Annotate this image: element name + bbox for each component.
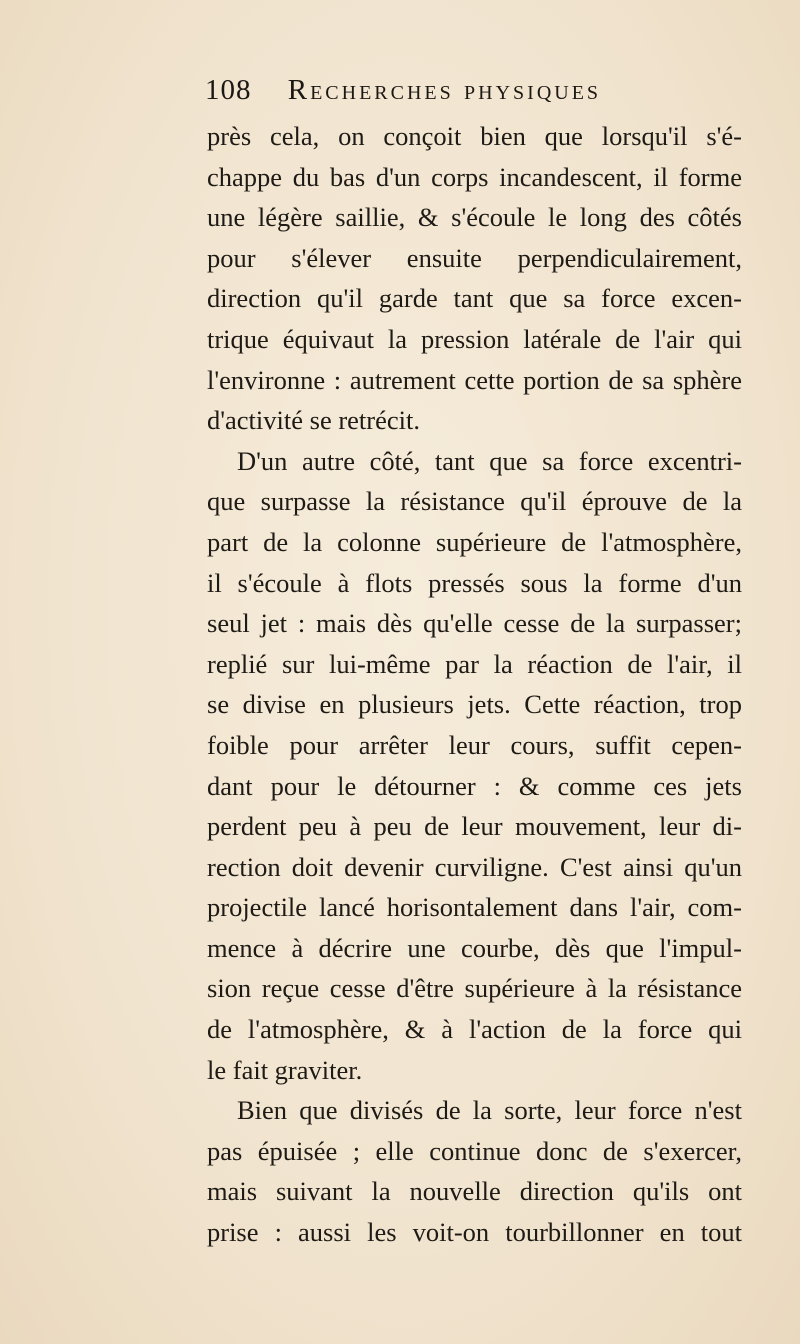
text-line: pour s'élever ensuite perpendiculairement, [207, 242, 742, 273]
text-line: mence à décrire une courbe, dès que l'impul- [207, 932, 742, 963]
page-number: 108 [205, 74, 252, 106]
text-line: trique équivaut la pression latérale de l'air qui [207, 323, 742, 354]
text-line: D'un autre côté, tant que sa force excentri- [237, 445, 742, 476]
text-line: une légère saillie, & s'écoule le long des côtés [207, 202, 742, 233]
text-line: replié sur lui-même par la réaction de l'air, il [207, 648, 742, 679]
text-line: prise : aussi les voit-on tourbillonner en tout [207, 1217, 742, 1248]
text-line: seul jet : mais dès qu'elle cesse de la surpasser; [207, 608, 742, 639]
running-header [205, 74, 625, 114]
text-line: sion reçue cesse d'être supérieure à la résistance [207, 973, 742, 1004]
text-line: près cela, on conçoit bien que lorsqu'il s'é- [207, 121, 742, 151]
text-line: le fait graviter. [207, 1054, 363, 1085]
text-line: il s'écoule à flots pressés sous la forme d'un [207, 567, 742, 598]
text-line: d'activité se retrécit. [207, 405, 420, 436]
text-line: que surpasse la résistance qu'il éprouve de la [207, 486, 742, 517]
text-line: perdent peu à peu de leur mouvement, leur di- [207, 811, 742, 842]
text-line: rection doit devenir curviligne. C'est ainsi qu'un [207, 851, 742, 882]
body-text [207, 116, 742, 1253]
text-line: de l'atmosphère, & à l'action de la force qui [207, 1014, 742, 1045]
text-line: part de la colonne supérieure de l'atmosphère, [207, 526, 742, 557]
text-line: dant pour le détourner : & comme ces jets [207, 770, 742, 801]
text-line: Bien que divisés de la sorte, leur force n'est [237, 1095, 742, 1126]
text-line: projectile lancé horisontalement dans l'air, com- [207, 892, 742, 923]
text-line: chappe du bas d'un corps incandescent, il forme [207, 161, 742, 192]
text-line: pas épuisée ; elle continue donc de s'exercer, [207, 1135, 742, 1166]
running-title: Recherches physiques [287, 74, 602, 106]
text-line: l'environne : autrement cette portion de sa sphère [207, 364, 742, 395]
text-line: foible pour arrêter leur cours, suffit cepen- [207, 729, 742, 760]
text-line: mais suivant la nouvelle direction qu'ils ont [207, 1176, 742, 1207]
text-line: se divise en plusieurs jets. Cette réaction, trop [207, 689, 742, 720]
text-line: direction qu'il garde tant que sa force excen- [207, 283, 742, 314]
